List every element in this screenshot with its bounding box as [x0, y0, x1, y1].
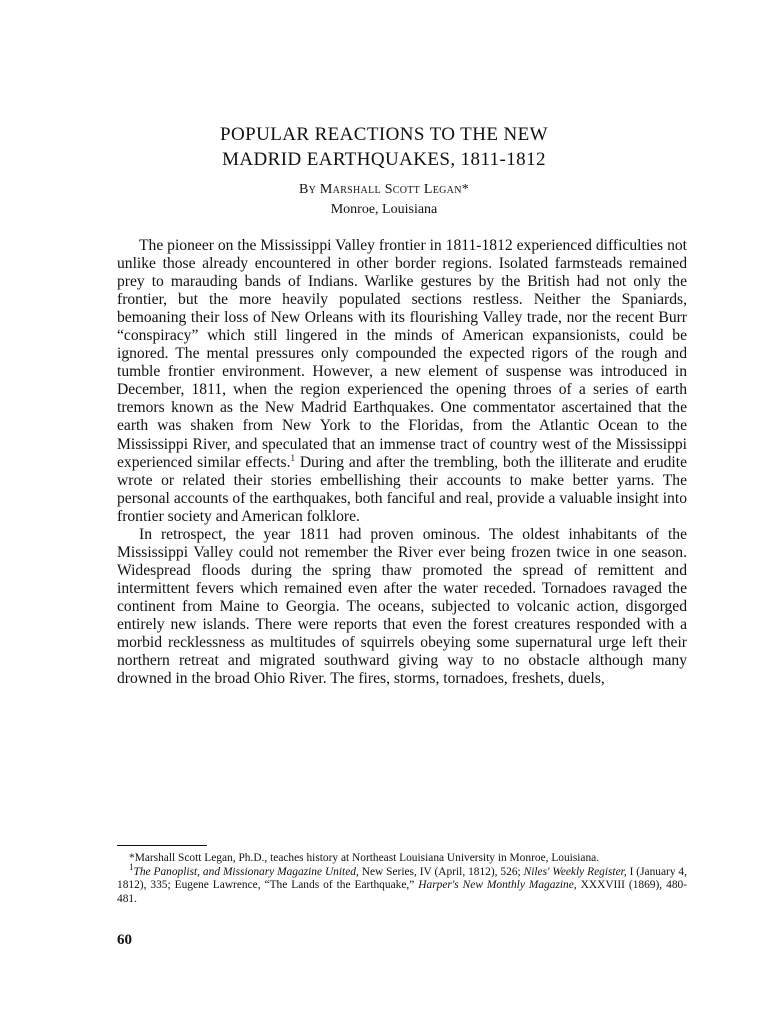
paragraph-2: In retrospect, the year 1811 had proven ominous. The oldest inhabitants of the Mississippi Valley could not remember the River ever being frozen twice in one season. Widespread floods during the spring thaw promoted the spread of remittent and intermittent fevers which remained even after the water receded. Tornadoes ravaged the continent from Maine to Georgia. The oceans, subjected to volcanic action, disgorged entirely new islands. There were reports that even the forest creatures responded with a morbid recklessness as multitudes of squirrels obeying some supernatural urge left their northern retreat and migrated southward giving way to no obstacle although many drowned in the broad Ohio River. The fires, storms, tornadoes, freshets, duels,	[117, 525, 687, 688]
footnote-author: *Marshall Scott Legan, Ph.D., teaches history at Northeast Louisiana University in Monroe, Louisiana.	[129, 852, 600, 864]
paragraph-1	[117, 237, 687, 526]
title-line-2: MADRID EARTHQUAKES, 1811-1812	[222, 149, 546, 170]
page-number: 60	[117, 932, 132, 948]
footnote-1-text-2: I (January 4, 1812), 335; Eugene Lawrence, “The Lands of the Earthquake,”	[117, 865, 687, 891]
footnote-1-source-1: The Panoplist, and Missionary Magazine United,	[133, 865, 359, 878]
paragraph-1-text-b: During and after the trembling, both the illiterate and erudite wrote or related their stories embellishing their accounts to make better yarns. The personal accounts of the earthquakes, both fanciful and real, provide a valuable insight into frontier society and American folklore.	[117, 453, 688, 525]
author-location: Monroe, Louisiana	[330, 202, 438, 217]
paragraph-1-text-a: The pioneer on the Mississippi Valley frontier in 1811-1812 experienced difficulties not unlike those already encountered in other border regions. Isolated farmsteads remained prey to marauding bands of Indians. Warlike gestures by the British had not only the frontier, but the more heavily populated sections restless. Neither the Spaniards, bemoaning their loss of New Orleans with its flourishing Valley trade, nor the recent Burr “conspiracy” which still lingered in the minds of American expansionists, could be ignored. The mental pressures only compounded the expected rigors of the rough and tumble frontier environment. However, a new element of suspense was introduced in December, 1811, when the region experienced the opening throes of a series of earth tremors known as the New Madrid Earthquakes. One commentator ascertained that the earth was shaken from New York to the Floridas, from the Atlantic Ocean to the Mississippi River, and speculated that an immense tract of country west of the Mississippi experienced similar effects.	[117, 237, 687, 471]
footnote-1-source-3: Harper's New Monthly Magazine,	[418, 879, 577, 891]
footnote-1	[117, 861, 688, 907]
footnote-1-text-3: XXXVIII (1869), 480-481.	[117, 879, 688, 905]
title-line-1: POPULAR REACTIONS TO THE NEW	[220, 124, 548, 145]
footnote-ref-1[interactable]: 1	[290, 452, 296, 463]
author-name: By Marshall Scott Legan*	[298, 182, 470, 197]
article-body	[117, 237, 687, 688]
footnotes	[117, 852, 687, 906]
footnote-1-source-2: Niles' Weekly Register,	[523, 865, 627, 878]
footnote-1-number: 1	[129, 861, 134, 872]
byline	[0, 180, 768, 220]
footnote-1-text-1: New Series, IV (April, 1812), 526;	[358, 865, 524, 878]
article-title	[0, 122, 768, 172]
footnote-divider	[117, 845, 207, 846]
